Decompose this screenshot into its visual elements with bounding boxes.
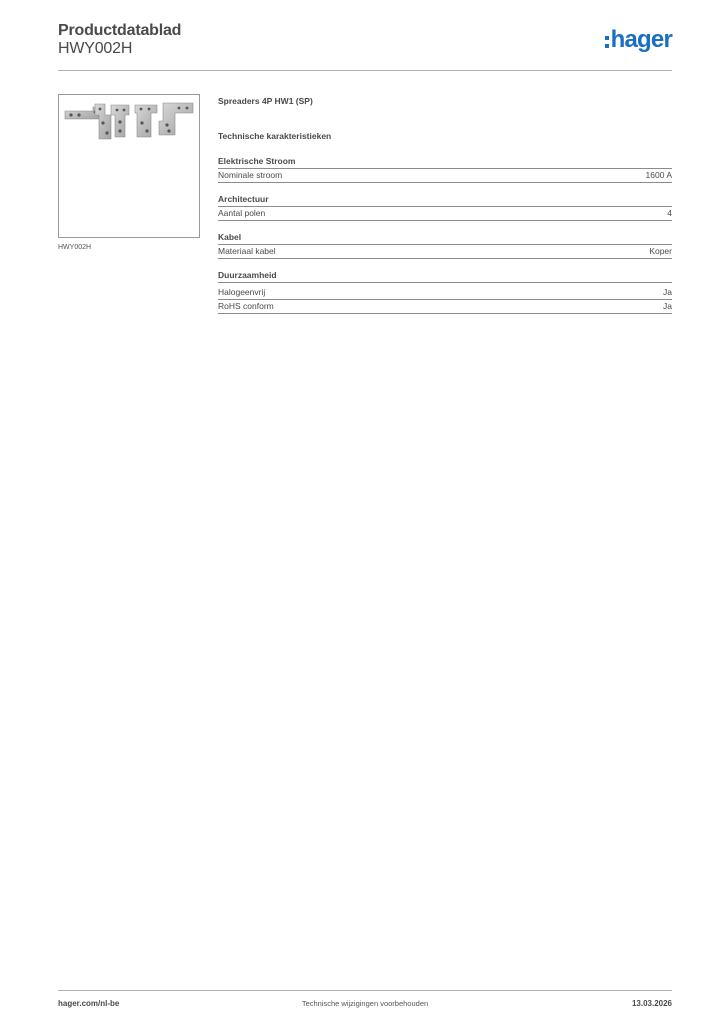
spec-label: Nominale stroom	[218, 170, 283, 180]
page-header	[58, 20, 672, 71]
product-image	[58, 94, 200, 238]
spec-row	[218, 169, 672, 183]
spec-label: RoHS conform	[218, 301, 274, 311]
product-code: HWY002H	[58, 40, 133, 57]
spec-value: Ja	[663, 287, 672, 297]
spec-value: Ja	[663, 301, 672, 311]
spec-group-cable	[218, 232, 672, 259]
spec-group-title: Kabel	[218, 232, 672, 245]
spec-row	[218, 300, 672, 314]
product-specs	[218, 96, 672, 325]
spec-row	[218, 245, 672, 259]
spec-group-sustainability	[218, 270, 672, 314]
spec-label: Aantal polen	[218, 208, 266, 218]
spec-row	[218, 286, 672, 300]
footer-website-link[interactable]: hager.com/nl-be	[58, 999, 120, 1008]
page-footer	[58, 990, 672, 1015]
logo-text: hager	[610, 26, 672, 53]
footer-disclaimer: Technische wijzigingen voorbehouden	[301, 999, 429, 1008]
spec-value: 1600 A	[645, 170, 672, 180]
spec-group-architecture	[218, 194, 672, 221]
spec-group-title: Duurzaamheid	[218, 270, 672, 283]
spec-label: Materiaal kabel	[218, 246, 276, 256]
spec-group-title: Elektrische Stroom	[218, 156, 672, 169]
product-name: Spreaders 4P HW1 (SP)	[218, 96, 313, 106]
spec-group-title: Architectuur	[218, 194, 672, 207]
product-photo-spreaders-icon	[59, 95, 199, 237]
spec-value: 4	[667, 208, 672, 218]
hager-logo	[605, 26, 672, 54]
logo-dots-icon	[605, 36, 609, 48]
image-caption: HWY002H	[58, 244, 92, 251]
spec-label: Halogeenvrij	[218, 287, 266, 297]
specs-heading: Technische karakteristieken	[218, 131, 332, 141]
spec-row	[218, 207, 672, 221]
footer-date: 13.03.2026	[631, 999, 672, 1008]
spec-value: Koper	[649, 246, 672, 256]
document-title: Productdatablad	[58, 22, 182, 39]
spec-group-electrical	[218, 156, 672, 183]
